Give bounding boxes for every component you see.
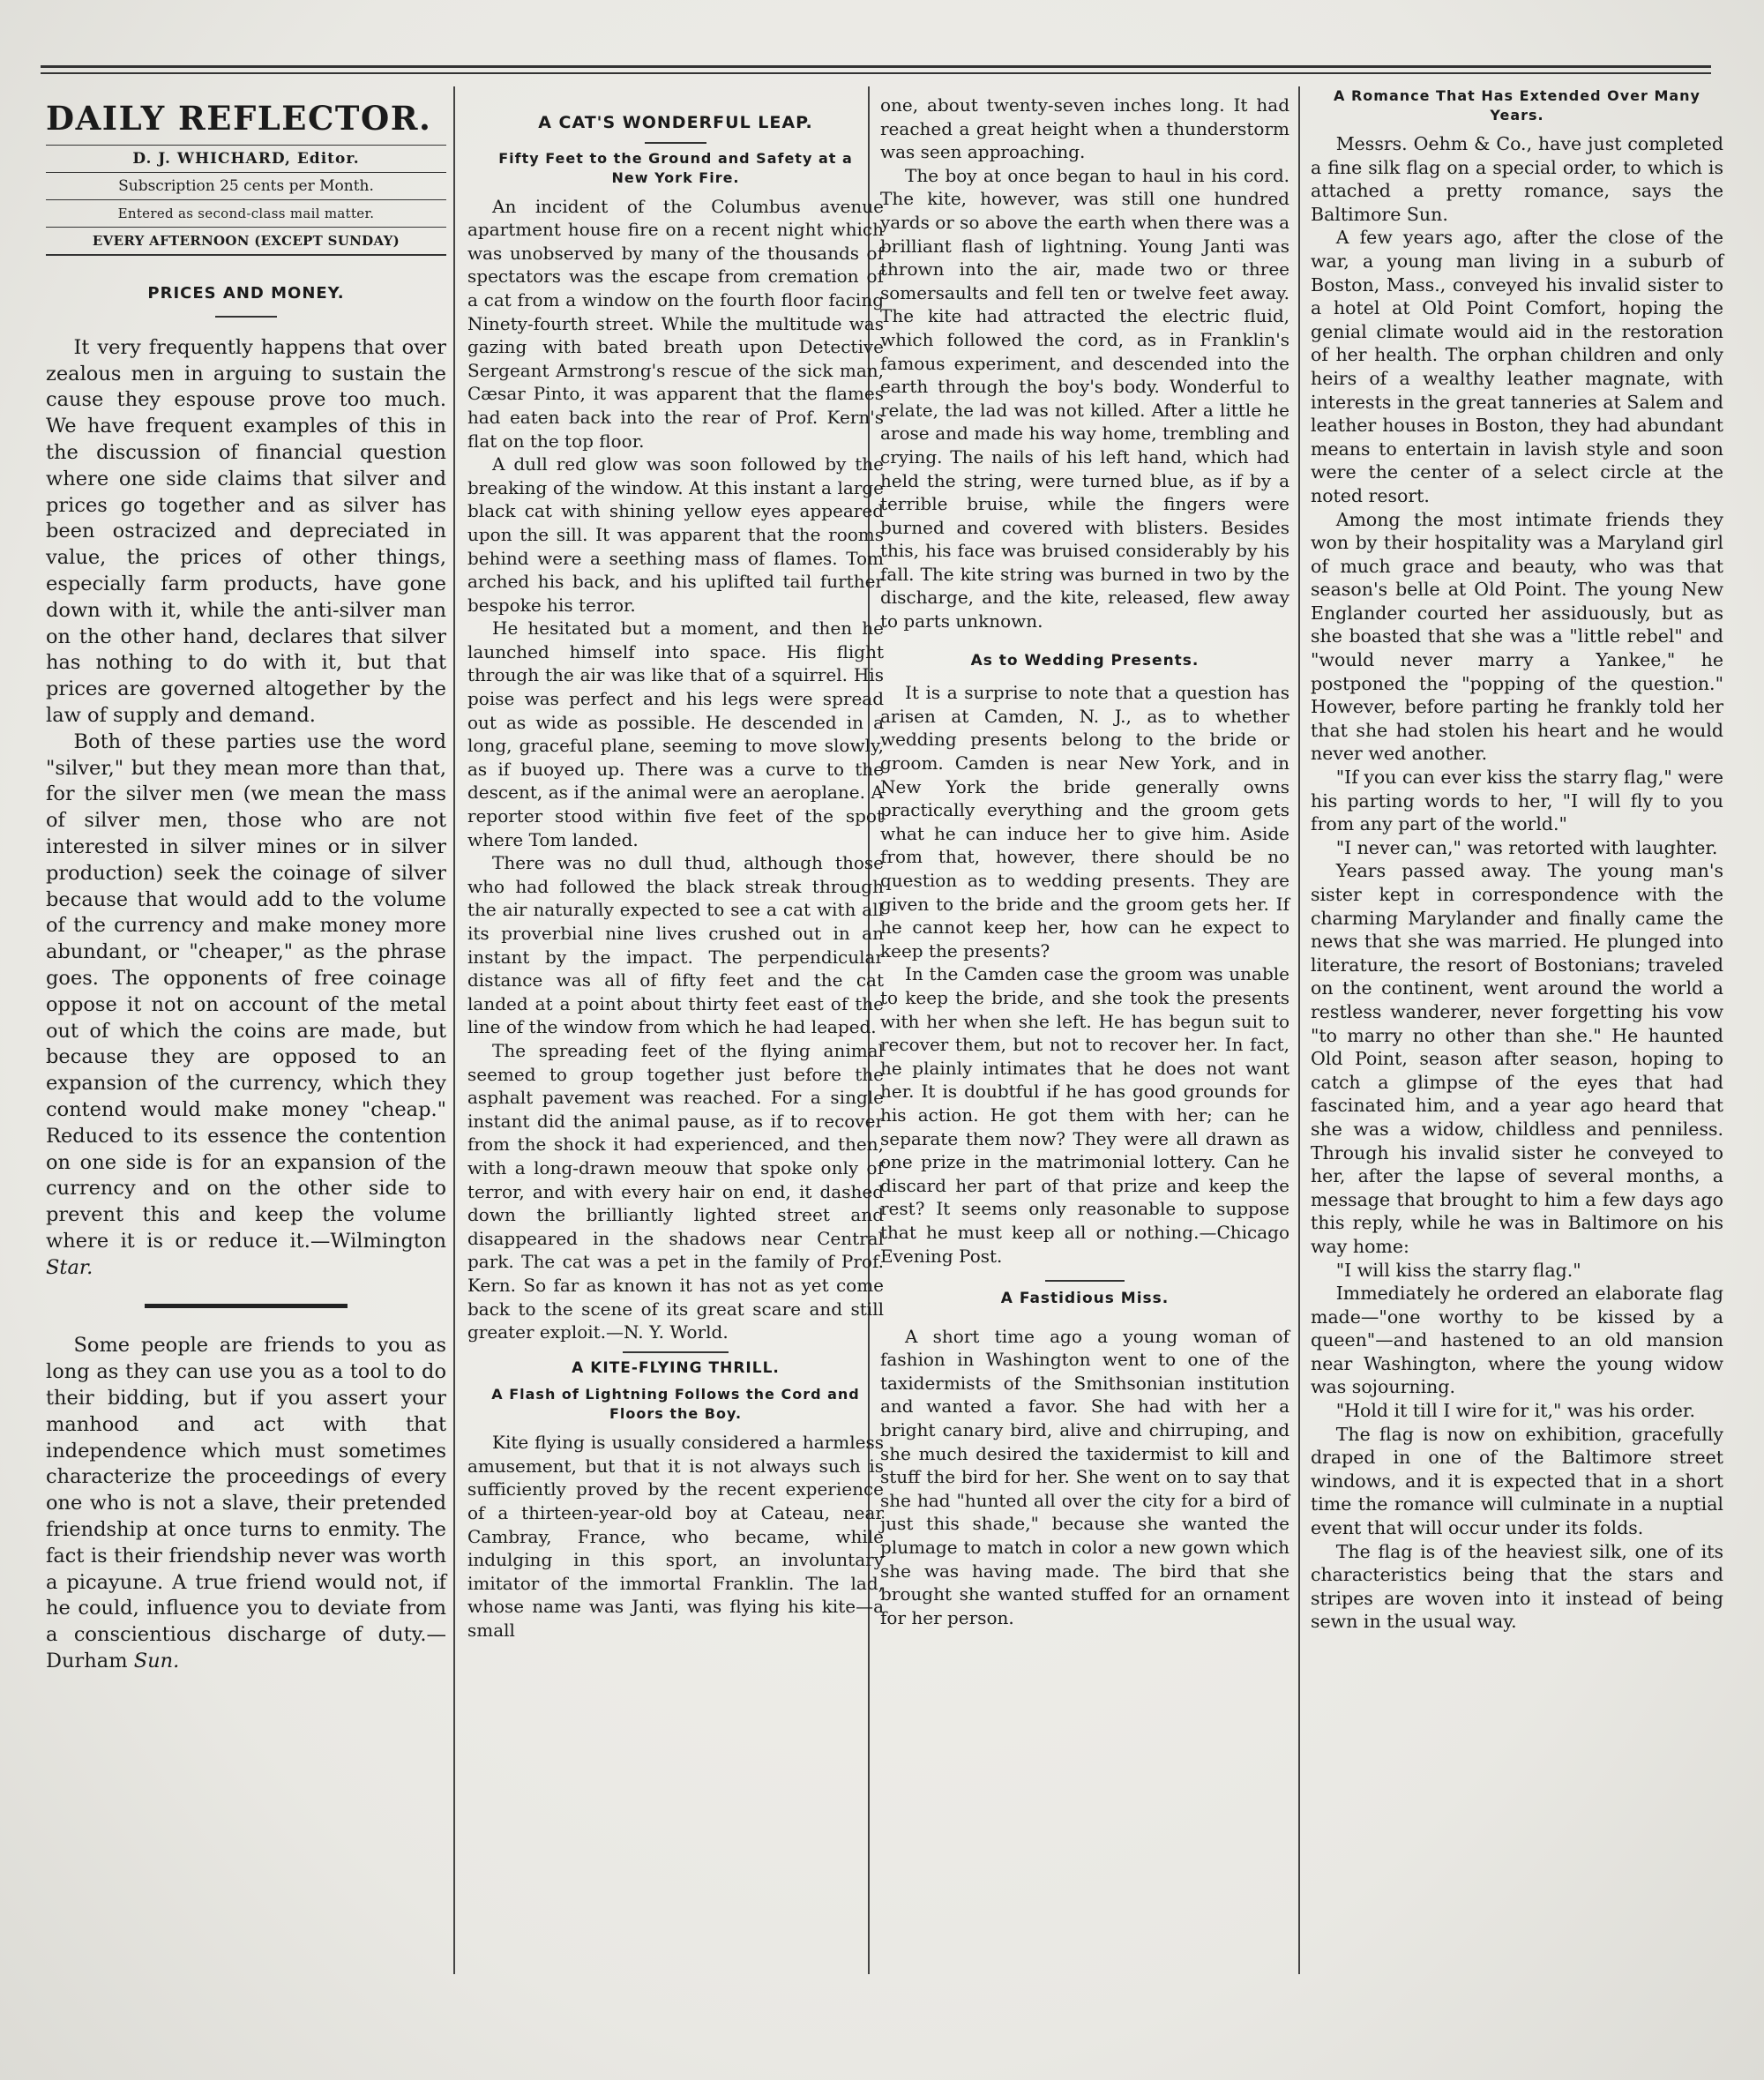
paragraph: one, about twenty-seven inches long. It had reached a great height when a thunderstorm was seen approaching.: [880, 94, 1289, 163]
masthead-editor: D. J. WHICHARD, Editor.: [46, 145, 446, 172]
paragraph: The spreading feet of the flying animal seemed to group together just before the asphalt pavement was reached. For a single instant did the animal pause, as if to recover from the shock it had experienced, and then, with a long-drawn meouw that spoke only of terror, and with every hair on end, it dashed down the brilliantly lighted street and disappeared in the shadows near Central park. The cat was a pet in the family of Prof. Kern. So far as known it has not as yet come back to the scene of its great scare and still greater exploit.—N. Y. World.: [467, 1039, 884, 1343]
article-headline: As to Wedding Presents.: [970, 651, 1200, 670]
paragraph: Among the most intimate friends they won by their hospitality was a Maryland girl of much grace and beauty, who was that season's belle at Old Point. The young New Englander courted her assiduously, but as she boasted that she was a "little rebel" and "would never marry a Yankee," he postponed the "popping of the question." However, before parting he frankly told her that she had stolen his heart and he would never wed another.: [1311, 508, 1723, 765]
paragraph: The boy at once began to haul in his cord. The kite, however, was still one hundred yards or so above the earth when there was a brilliant flash of lightning. Young Janti was thrown into the air, made two or three somersaults and fell ten or twelve feet away. The kite had attracted the electric fluid, which followed the cord, as in Franklin's famous experiment, and descended into the earth through the boy's body. Wonderful to relate, the lad was not killed. After a little he arose and made his way home, trembling and crying. The nails of his left hand, which had held the string, were turned blue, as if by a terrible bruise, while the fingers were burned and covered with blisters. Besides this, his face was bruised considerably by his fall. The kite string was burned in two by the discharge, and the kite, released, flew away to parts unknown.: [880, 164, 1289, 632]
masthead-entered: Entered as second-class mail matter.: [46, 199, 446, 227]
article-headline: A Fastidious Miss.: [1000, 1290, 1170, 1308]
paragraph: There was no dull thud, although those who had followed the black streak through the air naturally expected to see a cat with all its proverbial nine lives crushed out in an instant by the impact. The perpendicular distance was all of fifty feet and the cat landed at a point about thirty feet east of the line of the window from which he had leaped.: [467, 852, 884, 1038]
paragraph: "I will kiss the starry flag.": [1335, 1259, 1581, 1281]
article-headline: PRICES AND MONEY.: [147, 284, 345, 303]
divider: [645, 142, 706, 144]
article-subhead: A Flash of Lightning Follows the Cord and Floors the Boy.: [491, 1386, 860, 1423]
attribution: Sun.: [133, 1650, 180, 1673]
paragraph: A short time ago a young woman of fashion in Washington went to one of the taxidermists of the Smithsonian institution and wanted a favor. She had with her a bright canary bird, alive and chirruping, and she much desired the taxidermist to kill and stuff the bird for her. She went on to say that she had "hunted all over the city for a bird of just this shade," because she wanted the plumage to match in color a new gown which she was having made. The bird that she brought she wanted stuffed for an ornament for her person.: [880, 1325, 1289, 1628]
paragraph: Immediately he ordered an elaborate flag made—"one worthy to be kissed by a queen"—and hastened to an old mansion near Washington, where the young widow was sojourning.: [1311, 1283, 1723, 1398]
paragraph: The flag is now on exhibition, gracefully draped in one of the Baltimore street windows, and it is expected that in a short time the romance will culminate in a nuptial event that will occur under its folds.: [1311, 1423, 1723, 1539]
masthead-schedule: EVERY AFTERNOON (EXCEPT SUNDAY): [46, 227, 446, 256]
divider: [1045, 1280, 1125, 1282]
masthead-title: DAILY REFLECTOR.: [46, 99, 432, 138]
column-4: [1305, 86, 1729, 2027]
divider: [215, 316, 277, 318]
paragraph: A few years ago, after the close of the war, a young man living in a suburb of Boston, Mass., conveyed his invalid sister to a hotel at Old Point Comfort, hoping the genial climate would aid in the restoration of her health. The orphan children and only heirs of a wealthy leather magnate, with interests in the great tanneries at Salem and leather houses in Boston, they had abundant means to entertain in lavish style and soon were the center of a select circle at the noted resort.: [1311, 227, 1723, 506]
column-divider: [1298, 86, 1300, 1974]
paragraph: The flag is of the heaviest silk, one of its characteristics being that the stars and stripes are woven into it instead of being sewn in the usual way.: [1311, 1540, 1723, 1633]
article-headline: A CAT'S WONDERFUL LEAP.: [538, 113, 813, 132]
paragraph: A dull red glow was soon followed by the breaking of the window. At this instant a large black cat with shining yellow eyes appeared upon the sill. It was apparent that the rooms behind were a seething mass of flames. Tom arched his back, and his uplifted tail further bespoke his terror.: [467, 453, 884, 616]
column-1: [41, 86, 452, 2027]
paragraph: Kite flying is usually considered a harmless amusement, but that it is not always such is sufficiently proved by the recent experience of a thirteen-year-old boy at Cateau, near Cambray, France, who became, while indulging in this sport, an involuntary imitator of the immortal Franklin. The lad, whose name was Janti, was flying his kite—a small: [467, 1432, 884, 1642]
column-2: [462, 86, 889, 2027]
article-headline: A Romance That Has Extended Over Many Years.: [1334, 87, 1700, 123]
column-divider: [453, 86, 455, 1974]
attribution: Star.: [46, 1255, 93, 1279]
paragraph: In the Camden case the groom was unable to keep the bride, and she took the presents with her when she left. He has begun suit to recover them, but not to recover her. In fact, he plainly intimates that he does not want her. It is doubtful if he has good grounds for his action. He got them with her; can he separate them now? They were all drawn as one prize in the matrimonial lottery. Can he discard her part of that prize and keep the rest? It seems only reasonable to suppose that he must keep all or nothing.—Chicago Evening Post.: [880, 963, 1289, 1267]
masthead: [46, 99, 446, 256]
paragraph: Some people are friends to you as long as they can use you as a tool to do their bidding, but if you assert your manhood and act with that independence which must sometimes characterize the proceedings of every one who is not a slave, their pretended friendship at once turns to enmity. The fact is their friendship never was worth a picayune. A true friend would not, if he could, influence you to deviate from a conscientious discharge of duty.—Durham Sun.: [46, 1334, 446, 1673]
paragraph: Years passed away. The young man's sister kept in correspondence with the charming Marylander and finally came the news that she was married. He plunged into literature, the resort of Bostonians; traveled on the continent, went around the world a restless wanderer, never forgetting his vow "to marry no other than she." He haunted Old Point, season after season, hoping to catch a glimpse of the eyes that had fascinated him, and a year ago heard that she was a widow, childless and penniless. Through his invalid sister he conveyed to her, after the lapse of several months, a message that brought to him a few days ago this reply, while he was in Baltimore on his way home:: [1311, 860, 1723, 1257]
paragraph: It is a surprise to note that a question has arisen at Camden, N. J., as to whether wedding presents belong to the bride or groom. Camden is near New York, and in New York the bride generally owns practically everything and the groom gets what he can induce her to give him. Aside from that, however, there should be no question as to wedding presents. They are given to the bride and the groom gets her. If he cannot keep her, how can he expect to keep the presents?: [880, 682, 1289, 961]
paragraph: He hesitated but a moment, and then he launched himself into space. His flight through the air was like that of a squirrel. His poise was perfect and his legs were spread out as wide as possible. He descended in a long, graceful plane, seeming to move slowly, as if buoyed up. There was a curve to the descent, as if the animal were an aeroplane. A reporter stood within five feet of the spot where Tom landed.: [467, 617, 884, 850]
paragraph: Both of these parties use the word "silver," but they mean more than that, for the silver men (we mean the mass of silver men, those who are not interested in silver mines or in silver production) seek the coinage of silver because that would add to the volume of the currency and make money more abundant, or "cheaper," as the phrase goes. The opponents of free coinage oppose it not on account of the metal out of which the coins are made, but because they are opposed to an expansion of the currency, which they contend would make money "cheap." Reduced to its essence the contention on one side is for an expansion of the currency and on the other side to prevent this and keep the volume where it is or reduce it.—Wilmington Star.: [46, 729, 446, 1279]
article-headline: A KITE-FLYING THRILL.: [572, 1358, 780, 1377]
paragraph: It very frequently happens that over zealous men in arguing to sustain the cause they espouse prove too much. We have frequent examples of this in the discussion of financial question where one side claims that silver and prices go together and as silver has been ostracized and depreciated in value, the prices of other things, especially farm products, have gone down with it, while the anti-silver man on the other hand, declares that silver has nothing to do with it, but that prices are governed altogether by the law of supply and demand.: [46, 335, 446, 727]
paragraph: Messrs. Oehm & Co., have just completed a fine silk flag on a special order, to which is attached a pretty romance, says the Baltimore Sun.: [1311, 133, 1723, 225]
paragraph: "I never can," was retorted with laughter.: [1335, 836, 1718, 858]
divider: [623, 1351, 729, 1353]
article-subhead: Fifty Feet to the Ground and Safety at a New York Fire.: [498, 149, 853, 186]
column-3: [875, 86, 1295, 2027]
divider: [145, 1304, 348, 1308]
paragraph: "Hold it till I wire for it," was his order.: [1335, 1400, 1695, 1422]
top-rule-2: [41, 72, 1711, 74]
top-rule: [41, 65, 1711, 68]
paragraph: "If you can ever kiss the starry flag," were his parting words to her, "I will fly to you from any part of the world.": [1311, 767, 1723, 835]
masthead-subscription: Subscription 25 cents per Month.: [46, 172, 446, 199]
paragraph: An incident of the Columbus avenue apartment house fire on a recent night which was unobserved by many of the thousands of spectators was the escape from cremation of a cat from a window on the fourth floor facing Ninety-fourth street. While the multitude was gazing with bated breath upon Detective Sergeant Armstrong's rescue of the sick man, Cæsar Pinto, it was apparent that the flames had eaten back into the rear of Prof. Kern's flat on the top floor.: [467, 195, 884, 452]
